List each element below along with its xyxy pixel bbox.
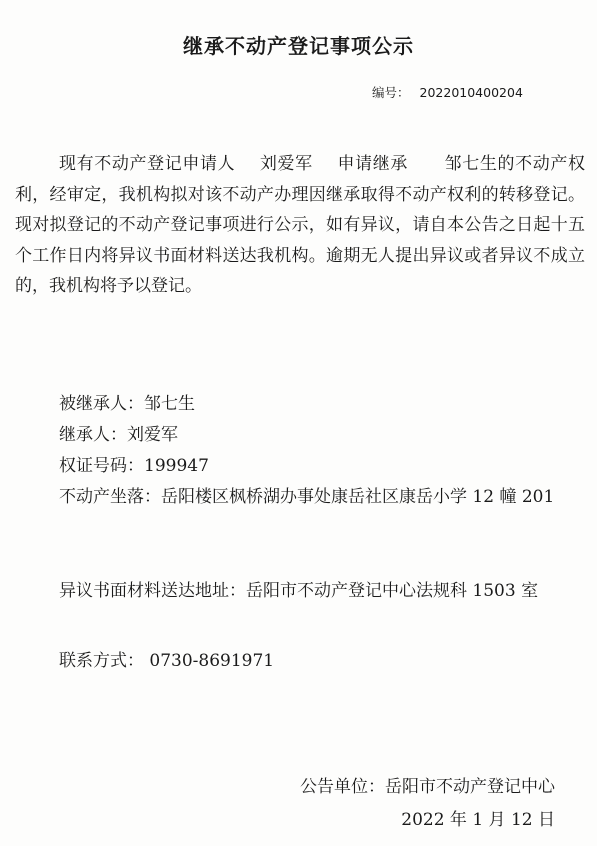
notice-date: 2022 年 1 月 12 日: [401, 810, 555, 830]
notice-title: 继承不动产登记事项公示: [183, 34, 414, 58]
heir-line: 继承人：刘爱军: [59, 425, 178, 445]
document-number-value: 2022010400204: [419, 85, 523, 100]
document-number: [372, 83, 523, 101]
decedent-name: 邹七生: [443, 154, 498, 174]
body-intro-1: 现有不动产登记申请人: [59, 154, 236, 174]
certificate-number-line: 权证号码：199947: [59, 456, 209, 476]
document-number-label: 编号：: [372, 85, 410, 100]
body-text: 的不动产权利，经审定，我机构拟对该不动产办理因继承取得不动产权利的转移登记。现对拟登记的不动产登记事项进行公示，如有异议，请自本公告之日起十五个工作日内将异议书面材料送达我机构。逾期无人提出异议或者异议不成立的，我机构将予以登记。: [15, 154, 586, 296]
contact-line: 联系方式： 0730-8691971: [59, 651, 275, 671]
issuing-unit-line: 公告单位：岳阳市不动产登记中心: [300, 777, 555, 797]
objection-address-line: 异议书面材料送达地址：岳阳市不动产登记中心法规科 1503 室: [59, 581, 539, 601]
notice-body: [15, 149, 585, 302]
decedent-line: 被继承人：邹七生: [59, 394, 195, 414]
applicant-name: 刘爱军: [259, 154, 313, 174]
property-location-line: 不动产坐落：岳阳楼区枫桥湖办事处康岳社区康岳小学 12 幢 201: [59, 487, 555, 507]
body-intro-2: 申请继承: [336, 154, 408, 174]
